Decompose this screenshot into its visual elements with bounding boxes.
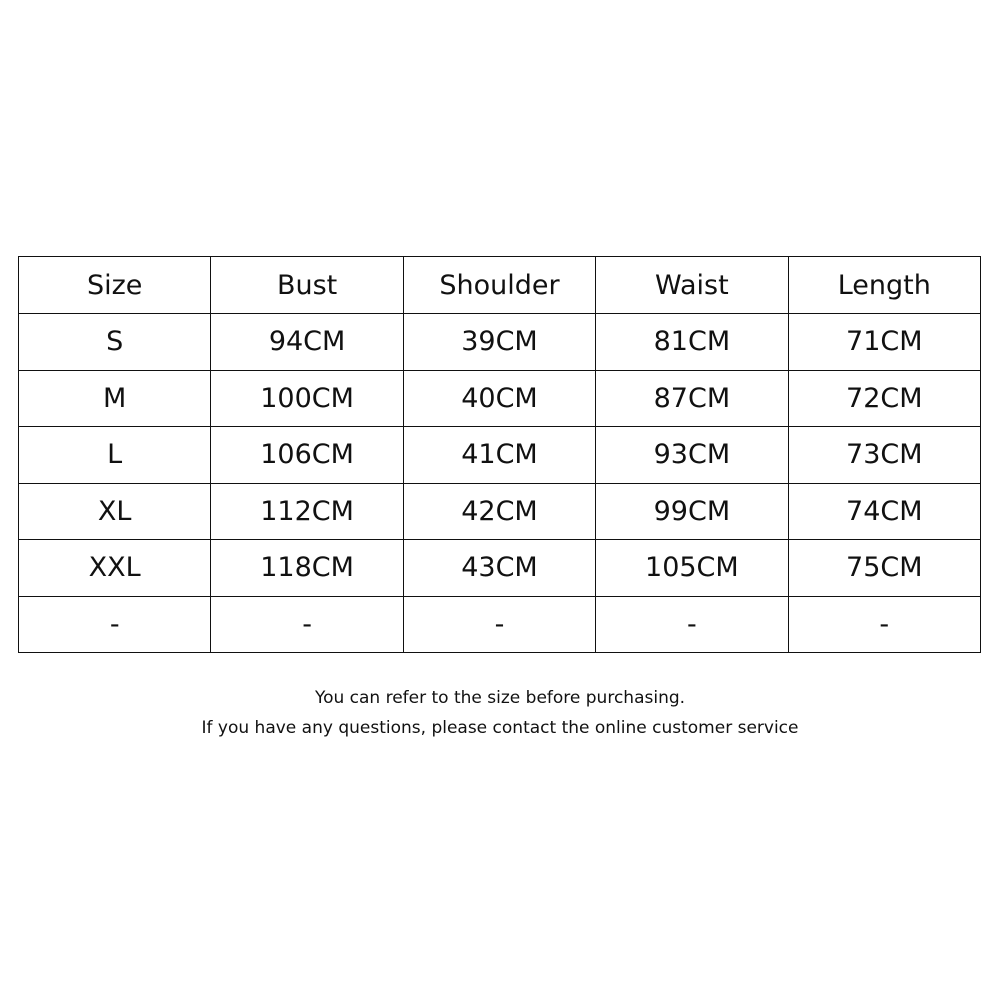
cell-length: 75CM bbox=[788, 540, 980, 597]
cell-shoulder: 41CM bbox=[403, 427, 595, 484]
cell-waist: 81CM bbox=[596, 314, 788, 371]
cell-size: S bbox=[19, 314, 211, 371]
cell-bust: - bbox=[211, 596, 403, 653]
cell-bust: 106CM bbox=[211, 427, 403, 484]
header-length: Length bbox=[788, 257, 980, 314]
cell-bust: 118CM bbox=[211, 540, 403, 597]
cell-size: - bbox=[19, 596, 211, 653]
size-reference-note: You can refer to the size before purchasing. bbox=[314, 688, 686, 708]
cell-waist: 93CM bbox=[596, 427, 788, 484]
table-row bbox=[19, 427, 981, 484]
table-row bbox=[19, 540, 981, 597]
table-row bbox=[19, 596, 981, 653]
cell-shoulder: 43CM bbox=[403, 540, 595, 597]
cell-length: 74CM bbox=[788, 483, 980, 540]
cell-waist: 87CM bbox=[596, 370, 788, 427]
header-shoulder: Shoulder bbox=[403, 257, 595, 314]
table-header-row bbox=[19, 257, 981, 314]
cell-bust: 100CM bbox=[211, 370, 403, 427]
cell-waist: 105CM bbox=[596, 540, 788, 597]
size-chart-table bbox=[18, 256, 981, 653]
cell-size: XXL bbox=[19, 540, 211, 597]
header-size: Size bbox=[19, 257, 211, 314]
cell-shoulder: 42CM bbox=[403, 483, 595, 540]
header-waist: Waist bbox=[596, 257, 788, 314]
cell-size: L bbox=[19, 427, 211, 484]
cell-bust: 94CM bbox=[211, 314, 403, 371]
header-bust: Bust bbox=[211, 257, 403, 314]
cell-length: 71CM bbox=[788, 314, 980, 371]
table-row bbox=[19, 314, 981, 371]
cell-length: 72CM bbox=[788, 370, 980, 427]
cell-waist: - bbox=[596, 596, 788, 653]
cell-size: XL bbox=[19, 483, 211, 540]
cell-shoulder: - bbox=[403, 596, 595, 653]
cell-length: - bbox=[788, 596, 980, 653]
cell-length: 73CM bbox=[788, 427, 980, 484]
cell-waist: 99CM bbox=[596, 483, 788, 540]
table-row bbox=[19, 483, 981, 540]
customer-service-note: If you have any questions, please contact the online customer service bbox=[201, 718, 799, 738]
cell-shoulder: 40CM bbox=[403, 370, 595, 427]
cell-shoulder: 39CM bbox=[403, 314, 595, 371]
table-row bbox=[19, 370, 981, 427]
cell-bust: 112CM bbox=[211, 483, 403, 540]
cell-size: M bbox=[19, 370, 211, 427]
